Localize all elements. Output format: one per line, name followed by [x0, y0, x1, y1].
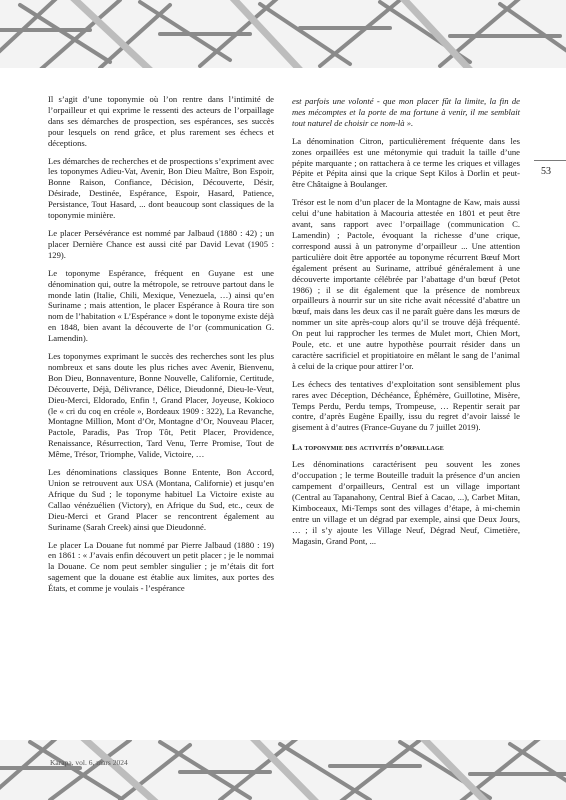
paragraph: Les échecs des tentatives d’exploitation sont sensiblement plus rares avec Déception, Déchéance, Éphémère, Guillotine, Misère, Temps Perdu, Perdu temps, Trompeuse, … Repentir serait par contre, d’après Eugène Epailly, issu du regret d’avoir laissé le gisement à d’autres (France-Guyane du 7 juillet 2019). — [292, 378, 520, 433]
paragraph: Les toponymes exprimant le succès des recherches sont les plus nombreux et sans doute les plus riches avec Avenir, Bienvenu, Bon Dieu, Bonnaventure, Bonne Nouvelle, Californie, Certitude, Découverte, Déjà, Délivrance, Délice, Dieudonné, Dieu-le-Veut, Dieu-Merci, Eldorado, Enfin !, Grand Placer, Joyeuse, Kokioco (le « cri du coq en créole », Bordeaux 1909 : 322), La Revanche, Montagne Million, Mont d’Or, Montagne d’Or, Nouveau Placer, Pactole, Paradis, Pas Trop Tôt, Petit Placer, Providence, Renaissance, Résurrection, Tard Venu, Terre Promise, Tout de Même, Trésor, Triomphe, Valide, Victoire, … — [48, 351, 274, 460]
decorative-header-band — [0, 0, 566, 68]
paragraph: Les dénominations classiques Bonne Entente, Bon Accord, Union se retrouvent aux USA (Montana, Californie) et jusqu’en Afrique du Sud ; le toponyme habituel La Victoire existe au Callao vénézuélien (Victory), en Afrique du Sud, etc., ceux de Dieu-Merci et Grand Placer se rencontrent également au Suriname (Sarah Creek) ainsi que Dieudonné. — [48, 467, 274, 532]
pattern-icon — [0, 0, 566, 68]
paragraph: Le toponyme Espérance, fréquent en Guyane est une dénomination qui, outre la métropole, se retrouve partout dans le monde latin (Italie, Chili, Mexique, Venezuela, …) ainsi qu’en Suriname ; mais attention, le placer Espérance à Roura tire son nom de l’habitation « L’Espérance » dont le toponyme existe déjà en 1848, bien avant la découverte de l’or (communication G. Lamendin). — [48, 267, 274, 344]
paragraph: Le placer La Douane fut nommé par Pierre Jalbaud (1880 : 19) en 1861 : « J’avais enfin découvert un petit placer ; je le nommai la Douane. Ce nom peut sembler singulier ; je m’étais dit fort sagement que la douane est établie aux limites, aux portes des États, et comme je voulais - l’espérance — [48, 539, 274, 594]
paragraph: est parfois une volonté - que mon placer fût la limite, la fin de mes mécomptes et la porte de ma fortune à venir, il me semblait tout naturel de choisir ce nom-là ». — [292, 96, 520, 128]
right-column — [292, 96, 520, 553]
page-number: 53 — [541, 166, 551, 177]
paragraph: Les démarches de recherches et de prospections s’expriment avec les toponymes Adieu-Vat, Avenir, Bon Dieu Maître, Bon Espoir, Bonne Raison, Confiance, Décision, Découverte, Désir, Désirade, Destinée, Espérance, Espoir, Hasard, Patience, Persistance, Tout Hasard, ... dont beaucoup sont classiques de la toponymie minière. — [48, 155, 274, 221]
left-column — [48, 94, 274, 601]
pattern-icon — [0, 740, 566, 800]
decorative-footer-band — [0, 740, 566, 800]
paragraph: Trésor est le nom d’un placer de la Montagne de Kaw, mais aussi celui d’une habitation à Macouria attestée en 1801 et peut être avant, sans rapport avec l’orpaillage (communication C. Lamendin) ; Pactole, évoquant la richesse d’une crique, correspond aussi à un patronyme d’orpailleur ... Une attention particulière doit être apportée au toponyme récurrent Bœuf Mort également présent au Suriname, attribué généralement à une découverte importante célébrée par l’abattage d’un bœuf (Petot 1986) ; il se dit également que la présence de nombreux orpailleurs à nourrir sur un site riche avait nécessité d’abattre un bœuf, mais dans les deux cas il ne paraît guère dans les mœurs de nommer un site après-coup alors qu’il se trouve déjà fréquenté. On peut lui rapprocher les termes de Mulet mort, Chien Mort, Poule, etc. et une autre hypothèse pourrait résider dans un caractère sacrificiel et propitiatoire en mêlant le sang de l’animal à celui de la crique pour attirer l’or. — [292, 197, 520, 371]
section-title: La toponymie des activités d’orpaillage — [292, 442, 444, 453]
paragraph: Il s’agit d’une toponymie où l’on rentre dans l’intimité de l’orpailleur et qui exprime le ressenti des acteurs de l’orpaillage dans ses démarches de prospection, ses espérances, ses succès pour lesquels on rend grâce, et plus rarement ses échecs et déceptions. — [48, 94, 274, 148]
paragraph: Les dénominations caractérisent peu souvent les zones d’occupation ; le terme Bouteille traduit la présence d’un ancien campement d’orpailleurs, Central est un village important (Central au Tapanahony, Central Bief à Cacao, ...), Carbet Mitan, Kimboceaux, Mi-Temps sont des villages d’étape, à mi-chemin entre un village et un dégrad par exemple, ainsi que Deux Jours, … ; il s’y ajoute les Village Neuf, Dégrad Neuf, Cimetière, Magasin, Grand Pont, ... — [292, 459, 520, 546]
paragraph: La dénomination Citron, particulièrement fréquente dans les zones orpaillées est une métonymie qui traduit la taille d’une pépite marquante ; on rattachera à ce terme les criques et villages Pépite et Pépita ainsi que la crique Sept Kilos à Dorlin et peut-être Châtaigne à Boulanger. — [292, 135, 520, 190]
margin-rule — [534, 160, 566, 161]
footer-citation: Karapa, vol. 6, mars 2024 — [50, 758, 128, 767]
paragraph: Le placer Persévérance est nommé par Jalbaud (1880 : 42) ; un placer Dernière Chance est aussi cité par David Levat (1905 : 129). — [48, 227, 274, 260]
